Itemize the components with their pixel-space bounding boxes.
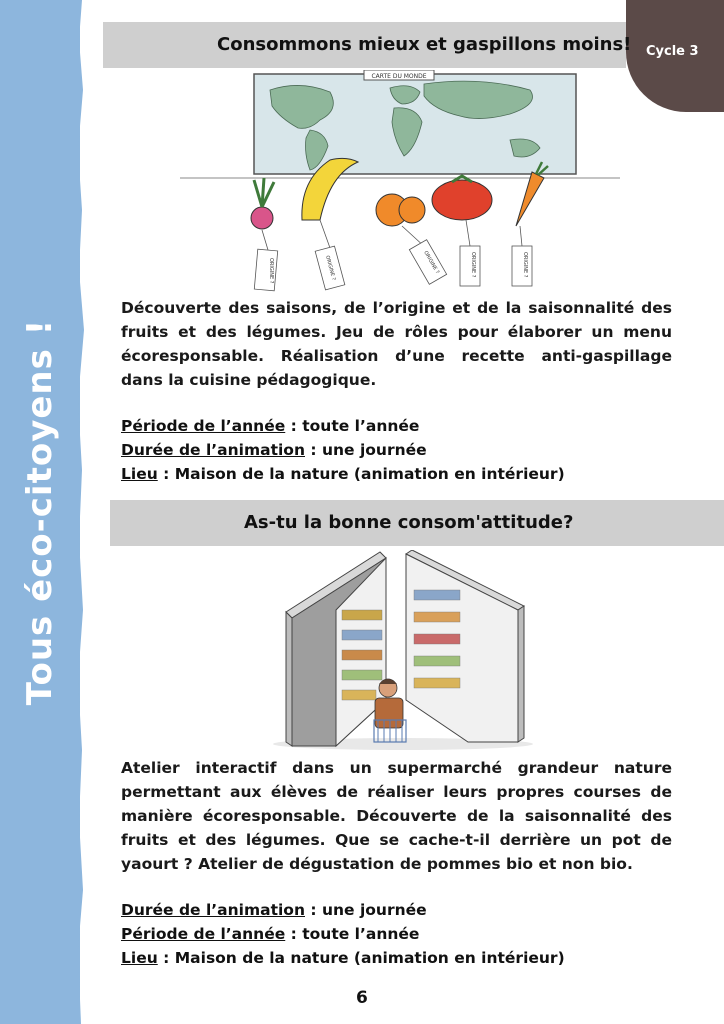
info-value: : Maison de la nature (animation en intérieur)	[157, 465, 565, 483]
tag-text: ORIGINE ?	[422, 250, 441, 275]
info-value: : une journée	[305, 901, 427, 919]
info-value: : Maison de la nature (animation en intérieur)	[157, 949, 565, 967]
info-value: : toute l’année	[285, 925, 420, 943]
page-number: 6	[356, 988, 368, 1008]
info-key: Durée de l’animation	[121, 901, 305, 919]
info-key: Durée de l’animation	[121, 441, 305, 459]
info-value: : toute l’année	[285, 417, 420, 435]
section2-title: As-tu la bonne consom'attitude?	[244, 512, 574, 533]
sidebar-title: Tous éco-citoyens !	[20, 318, 60, 706]
world-map-fruits-illustration	[180, 70, 620, 292]
info-key: Période de l’année	[121, 925, 286, 943]
section2-info-row	[121, 946, 565, 970]
info-key: Lieu	[121, 949, 158, 967]
info-key: Lieu	[121, 465, 158, 483]
cycle-label: Cycle 3	[646, 44, 699, 59]
section1-info-row	[121, 438, 427, 462]
tag-text: ORIGINE ?	[268, 258, 274, 284]
info-key: Période de l’année	[121, 417, 286, 435]
tag-text: ORIGINE ?	[522, 252, 528, 278]
info-value: : une journée	[305, 441, 427, 459]
sidebar-torn-edge	[76, 0, 86, 1024]
section1-info-row	[121, 414, 419, 438]
section2-description: Atelier interactif dans un supermarché grandeur nature permettant aux élèves de réaliser leurs propres courses de manière écoresponsable. Découverte de la saisonnalité des fruits et des légumes. Que se cache-t-il derrière un pot de yaourt ? Atelier de dégustation de pommes bio et non bio.	[121, 759, 672, 873]
supermarket-aisle-illustration	[258, 550, 548, 750]
section2-info-row	[121, 922, 419, 946]
section1-info-row	[121, 462, 565, 486]
section1-description: Découverte des saisons, de l’origine et de la saisonnalité des fruits et des légumes. Jeu de rôles pour élaborer un menu écoresponsable. Réalisation d’une recette anti-gaspillage dans la cuisine pédagogique.	[121, 299, 672, 389]
section1-title: Consommons mieux et gaspillons moins!	[217, 34, 632, 55]
tag-text: ORIGINE ?	[324, 254, 337, 282]
map-label: CARTE DU MONDE	[371, 73, 427, 80]
tag-text: ORIGINE ?	[470, 252, 476, 278]
section2-info-row	[121, 898, 427, 922]
